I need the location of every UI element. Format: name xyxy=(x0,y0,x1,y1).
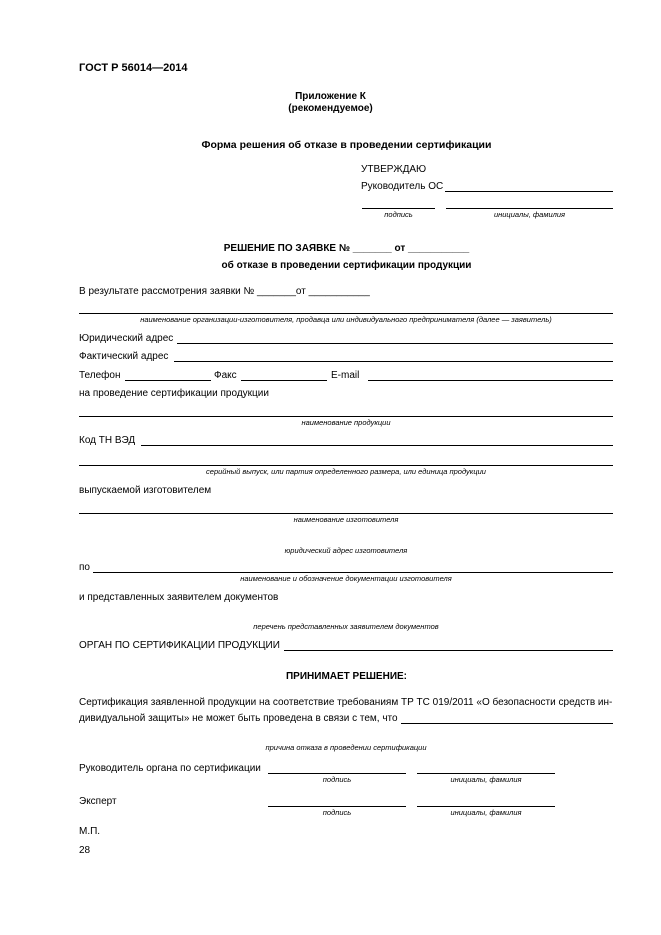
approval-initials-line xyxy=(446,208,613,209)
head-os-label: Руководитель ОС xyxy=(361,181,444,192)
certification-body-label: ОРГАН ПО СЕРТИФИКАЦИИ ПРОДУКЦИИ xyxy=(79,640,280,651)
submitted-docs-label: и представленных заявителем документов xyxy=(79,592,279,603)
head-initials-line xyxy=(417,773,555,774)
legal-address-line xyxy=(177,343,613,344)
manufactured-by-label: выпускаемой изготовителем xyxy=(79,485,212,496)
head-signature-line xyxy=(268,773,406,774)
product-name-line xyxy=(79,416,613,417)
org-name-caption: наименование организации-изготовителя, продавца или индивидуального предпринимателя (далее — заявитель) xyxy=(140,315,552,324)
head-os-line xyxy=(445,191,613,192)
actual-address-line xyxy=(174,361,613,362)
reason-caption: причина отказа в проведении сертификации xyxy=(265,743,427,752)
product-name-caption: наименование продукции xyxy=(301,418,391,427)
manufacturer-line xyxy=(79,513,613,514)
decision-subtitle: об отказе в проведении сертификации продукции xyxy=(221,260,472,271)
by-label: по xyxy=(79,562,90,573)
documentation-caption: наименование и обозначение документации изготовителя xyxy=(240,574,452,583)
decision-title: РЕШЕНИЕ ПО ЗАЯВКЕ № _______ от ___________ xyxy=(223,243,470,254)
approve-label: УТВЕРЖДАЮ xyxy=(361,164,427,175)
phone-label: Телефон xyxy=(79,370,121,381)
submitted-docs-caption: перечень представленных заявителем документов xyxy=(253,622,439,631)
approval-initials-caption: инициалы, фамилия xyxy=(493,210,566,219)
approval-signature-line xyxy=(362,208,435,209)
expert-signature-caption: подпись xyxy=(322,808,352,817)
appendix-subtitle: (рекомендуемое) xyxy=(288,103,373,114)
resolution-reason-line xyxy=(401,723,613,724)
fax-line xyxy=(241,380,327,381)
certification-body-line xyxy=(284,650,613,651)
email-label: E-mail xyxy=(331,370,360,381)
actual-address-label: Фактический адрес xyxy=(79,351,169,362)
page-number: 28 xyxy=(79,845,91,856)
batch-line xyxy=(79,465,613,466)
manufacturer-caption: наименование изготовителя xyxy=(293,515,399,524)
tn-ved-label: Код ТН ВЭД xyxy=(79,435,136,446)
standard-number: ГОСТ Р 56014—2014 xyxy=(79,62,188,74)
appendix-title: Приложение К xyxy=(295,91,366,102)
approval-signature-caption: подпись xyxy=(384,210,413,219)
tn-ved-line xyxy=(141,445,613,446)
batch-caption: серийный выпуск, или партия определенного размера, или единица продукции xyxy=(206,467,486,476)
head-signature-caption: подпись xyxy=(322,775,352,784)
head-initials-caption: инициалы, фамилия xyxy=(450,775,522,784)
resolution-heading: ПРИНИМАЕТ РЕШЕНИЕ: xyxy=(285,671,408,682)
expert-initials-line xyxy=(417,806,555,807)
intro-text: В результате рассмотрения заявки № _______от ___________ xyxy=(79,286,370,297)
org-name-line xyxy=(79,313,613,314)
expert-label: Эксперт xyxy=(79,796,117,807)
expert-initials-caption: инициалы, фамилия xyxy=(450,808,522,817)
legal-address-label: Юридический адрес xyxy=(79,333,174,344)
stamp-label: М.П. xyxy=(79,826,101,837)
phone-line xyxy=(125,380,211,381)
head-of-body-label: Руководитель органа по сертификации xyxy=(79,763,261,774)
resolution-text-line2: дивидуальной защиты» не может быть проведена в связи с тем, что xyxy=(79,713,398,724)
fax-label: Факс xyxy=(214,370,237,381)
resolution-text-line1: Сертификация заявленной продукции на соответствие требованиям ТР ТС 019/2011 «О безопасности средств ин- xyxy=(79,697,613,708)
email-line xyxy=(368,380,613,381)
manufacturer-address-caption: юридический адрес изготовителя xyxy=(284,546,408,555)
expert-signature-line xyxy=(268,806,406,807)
form-title: Форма решения об отказе в проведении сертификации xyxy=(201,139,492,151)
certification-for-label: на проведение сертификации продукции xyxy=(79,388,269,399)
documentation-line xyxy=(93,572,613,573)
